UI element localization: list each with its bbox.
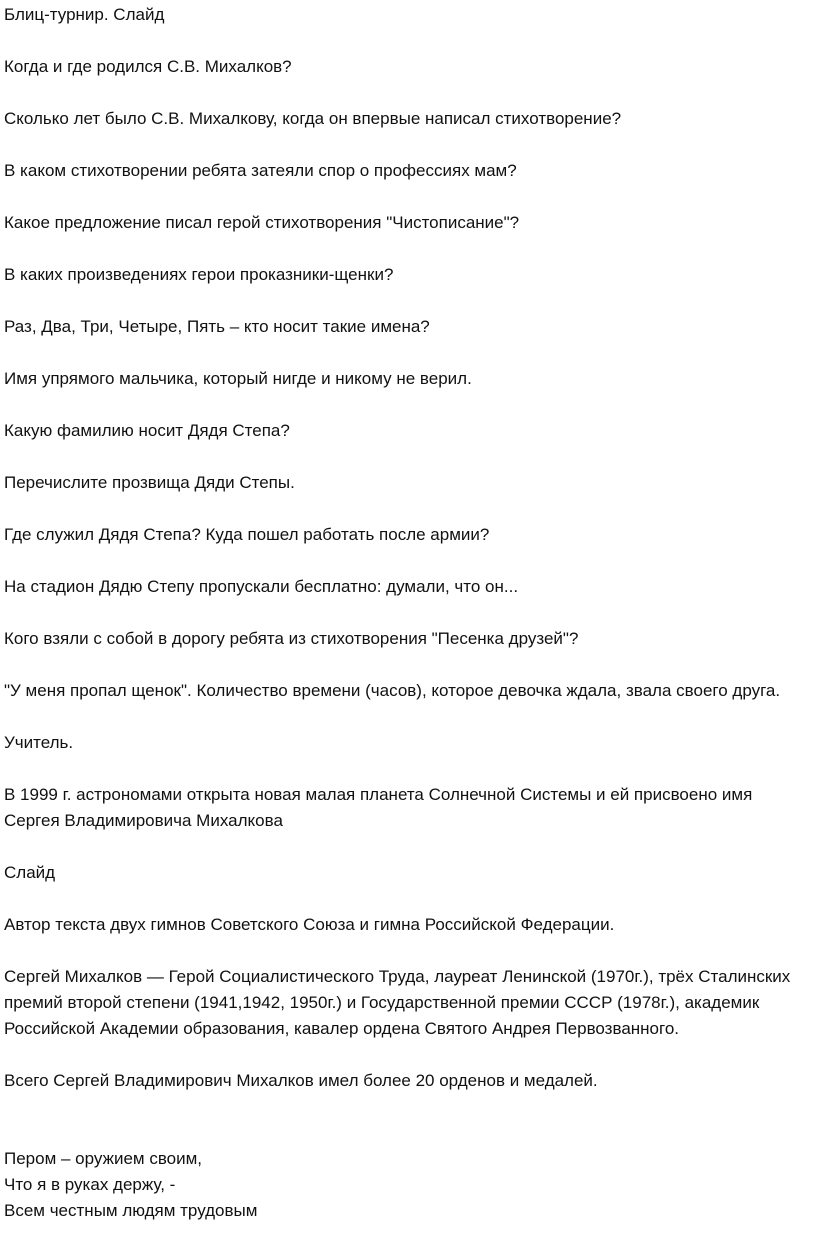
question-4: Какое предложение писал герой стихотворения "Чистописание"? bbox=[4, 213, 520, 232]
medals-paragraph: Всего Сергей Владимирович Михалков имел более 20 орденов и медалей. bbox=[4, 1071, 598, 1090]
verse-line-3: Всем честным людям трудовым bbox=[4, 1201, 258, 1220]
question-11: На стадион Дядю Степу пропускали бесплатно: думали, что он... bbox=[4, 577, 519, 596]
question-2: Сколько лет было С.В. Михалкову, когда он впервые написал стихотворение? bbox=[4, 109, 622, 128]
question-3: В каком стихотворении ребята затеяли спор о профессиях мам? bbox=[4, 161, 517, 180]
question-6: Раз, Два, Три, Четыре, Пять – кто носит такие имена? bbox=[4, 317, 430, 336]
verse-line-2: Что я в руках держу, - bbox=[4, 1175, 176, 1194]
question-1: Когда и где родился С.В. Михалков? bbox=[4, 57, 292, 76]
question-8: Какую фамилию носит Дядя Степа? bbox=[4, 421, 290, 440]
question-9: Перечислите прозвища Дяди Степы. bbox=[4, 473, 295, 492]
question-14: Учитель. bbox=[4, 733, 74, 752]
slide-label: Слайд bbox=[4, 863, 56, 882]
verse-line-1: Пером – оружием своим, bbox=[4, 1149, 203, 1168]
awards-paragraph: Сергей Михалков — Герой Социалистического Труда, лауреат Ленинской (1970г.), трёх Сталинских премий второй степени (1941,1942, 1950г.) и Государственной премии СССР (1978г.), академик Российской Академии образования, кавалер ордена Святого Андрея Первозванного. bbox=[4, 967, 791, 1038]
question-5: В каких произведениях герои проказники-щенки? bbox=[4, 265, 394, 284]
planet-paragraph: В 1999 г. астрономами открыта новая малая планета Солнечной Системы и ей присвоено имя Сергея Владимировича Михалкова bbox=[4, 785, 753, 830]
anthem-paragraph: Автор текста двух гимнов Советского Союза и гимна Российской Федерации. bbox=[4, 915, 615, 934]
question-10: Где служил Дядя Степа? Куда пошел работать после армии? bbox=[4, 525, 490, 544]
question-12: Кого взяли с собой в дорогу ребята из стихотворения "Песенка друзей"? bbox=[4, 629, 579, 648]
question-13: "У меня пропал щенок". Количество времени (часов), которое девочка ждала, звала своего друга. bbox=[4, 681, 781, 700]
heading-blitz: Блиц-турнир. Слайд bbox=[4, 5, 165, 24]
question-7: Имя упрямого мальчика, который нигде и никому не верил. bbox=[4, 369, 472, 388]
